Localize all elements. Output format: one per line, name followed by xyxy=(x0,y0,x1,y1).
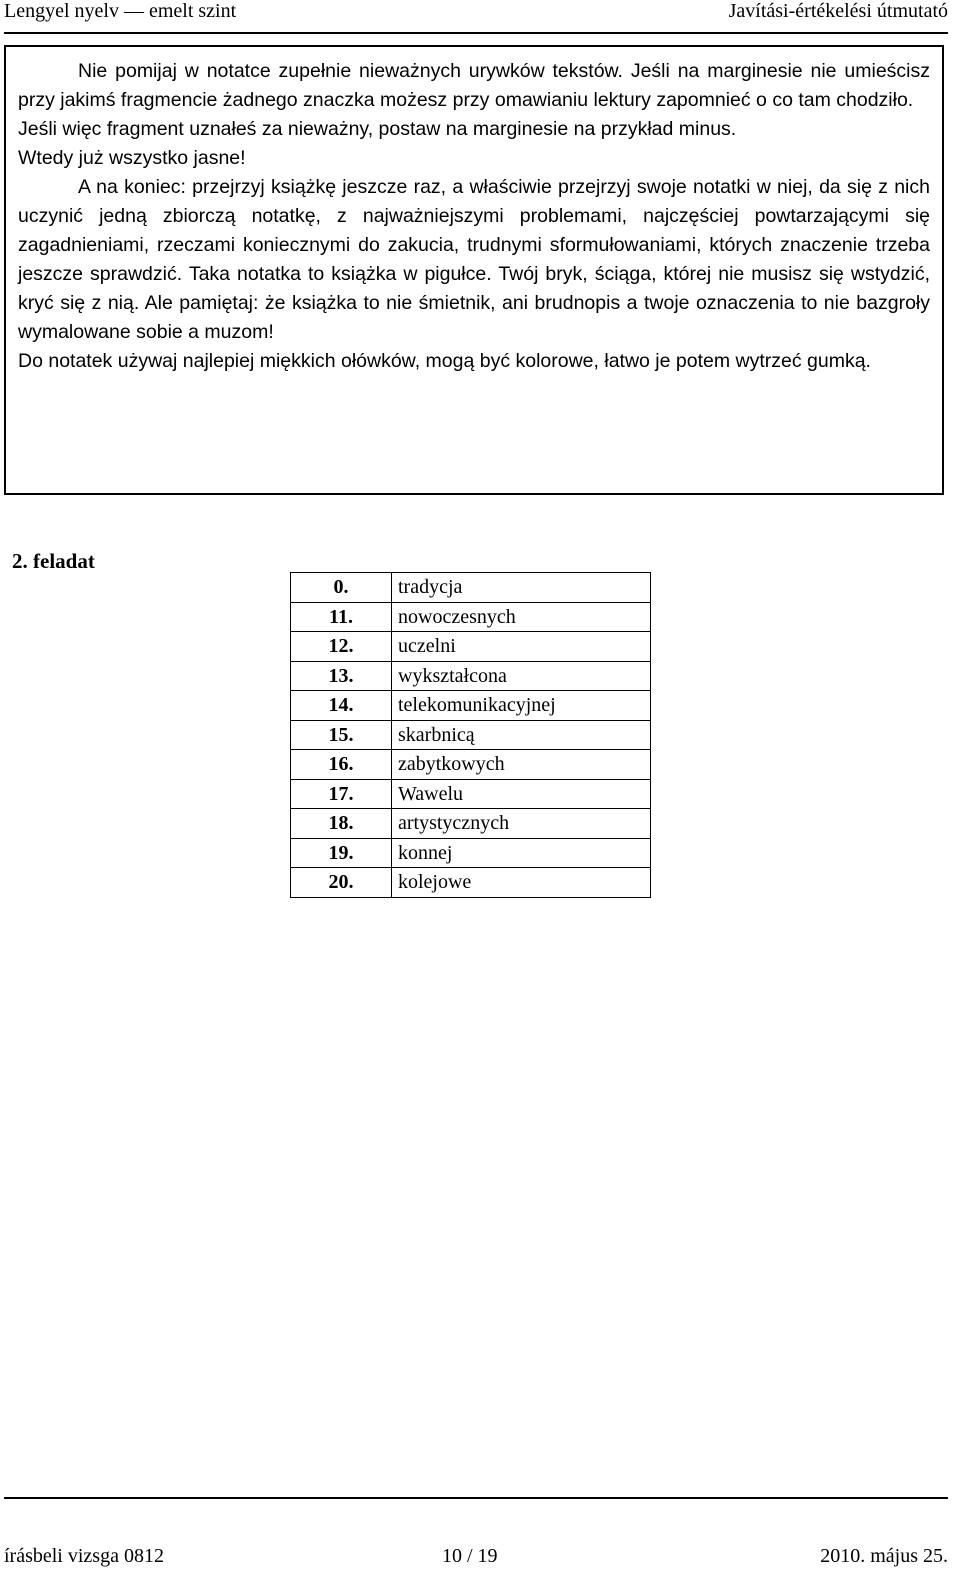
table-row xyxy=(291,868,651,898)
footer-exam-code: írásbeli vizsga 0812 xyxy=(4,1545,164,1567)
page-header xyxy=(4,0,948,26)
item-number: 0. xyxy=(291,573,392,603)
text-paragraph: Do notatek używaj najlepiej miękkich ołówków, mogą być kolorowe, łatwo je potem wytrzeć gumką. xyxy=(18,350,871,372)
item-number: 17. xyxy=(291,779,392,809)
item-number: 19. xyxy=(291,838,392,868)
answer-word: tradycja xyxy=(392,573,651,603)
text-paragraph: Jeśli więc fragment uznałeś za nieważny, postaw na marginesie na przykład minus. xyxy=(18,118,737,140)
item-number: 13. xyxy=(291,661,392,691)
answer-word: konnej xyxy=(392,838,651,868)
footer-page-number: 10 / 19 xyxy=(442,1545,498,1567)
header-divider xyxy=(4,32,948,34)
table-row xyxy=(291,809,651,839)
item-number: 16. xyxy=(291,750,392,780)
answer-word: zabytkowych xyxy=(392,750,651,780)
text-paragraph: Wtedy już wszystko jasne! xyxy=(18,147,246,169)
header-document-type: Javítási-értékelési útmutató xyxy=(728,0,948,22)
answer-word: Wawelu xyxy=(392,779,651,809)
item-number: 18. xyxy=(291,809,392,839)
footer-date: 2010. május 25. xyxy=(820,1545,948,1567)
answer-word: uczelni xyxy=(392,632,651,662)
table-row xyxy=(291,750,651,780)
answer-word: kolejowe xyxy=(392,868,651,898)
answer-word: artystycznych xyxy=(392,809,651,839)
table-row xyxy=(291,838,651,868)
footer-divider xyxy=(4,1497,948,1499)
table-row xyxy=(291,573,651,603)
source-text-box xyxy=(4,45,944,495)
answer-word: nowoczesnych xyxy=(392,602,651,632)
answer-word: skarbnicą xyxy=(392,720,651,750)
answer-word: telekomunikacyjnej xyxy=(392,691,651,721)
table-row xyxy=(291,661,651,691)
text-paragraph: A na koniec: przejrzyj książkę jeszcze raz, a właściwie przejrzyj swoje notatki w niej, da się z nich uczynić jedną zbiorczą notatkę, z najważniejszymi problemami, najczęściej powtarzającymi się zagadnieniami, rzeczami koniecznymi do zakucia, trudnymi sformułowaniami, których znaczenie trzeba jeszcze sprawdzić. Taka notatka to książka w pigułce. Twój bryk, ściąga, której nie musisz się wstydzić, kryć się z nią. Ale pamiętaj: że książka to nie śmietnik, ani brudnopis a twoje oznaczenia to nie bazgroły wymalowane sobie a muzom! xyxy=(18,176,930,343)
item-number: 15. xyxy=(291,720,392,750)
table-row xyxy=(291,632,651,662)
answer-word: wykształcona xyxy=(392,661,651,691)
page-footer xyxy=(4,1543,948,1573)
table-row xyxy=(291,720,651,750)
item-number: 20. xyxy=(291,868,392,898)
header-subject: Lengyel nyelv — emelt szint xyxy=(4,0,237,22)
table-row xyxy=(291,691,651,721)
item-number: 12. xyxy=(291,632,392,662)
item-number: 14. xyxy=(291,691,392,721)
answer-key-table xyxy=(290,572,651,898)
item-number: 11. xyxy=(291,602,392,632)
text-paragraph: Nie pomijaj w notatce zupełnie nieważnych urywków tekstów. Jeśli na marginesie nie umieścisz przy jakimś fragmencie żadnego znaczka możesz przy omawianiu lektury zapomnieć o co tam chodziło. xyxy=(18,60,930,111)
task-title: 2. feladat xyxy=(12,549,95,573)
table-row xyxy=(291,779,651,809)
table-row xyxy=(291,602,651,632)
